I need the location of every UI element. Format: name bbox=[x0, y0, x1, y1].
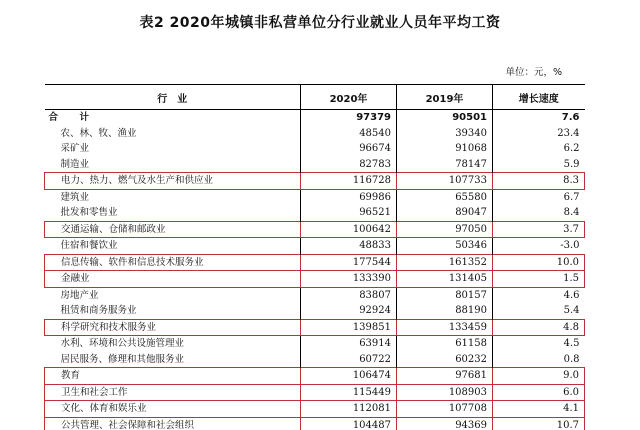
table-row bbox=[45, 221, 585, 238]
table-row bbox=[45, 271, 585, 288]
wage-2019-cell: 61158 bbox=[397, 336, 493, 352]
industry-cell: 合 计 bbox=[48, 112, 96, 123]
header-2020: 2020年 bbox=[301, 85, 397, 110]
wage-2019-cell: 97681 bbox=[397, 368, 493, 385]
wage-2020-cell: 82783 bbox=[301, 157, 397, 173]
industry-cell: 房地产业 bbox=[60, 289, 99, 301]
table-row bbox=[45, 126, 585, 142]
wage-2019-cell: 88190 bbox=[397, 303, 493, 319]
table-row bbox=[45, 157, 585, 173]
wage-2019-cell: 80157 bbox=[397, 287, 493, 303]
table-row bbox=[45, 189, 585, 205]
table-row bbox=[45, 401, 585, 418]
table-row bbox=[45, 287, 585, 303]
table-row bbox=[45, 205, 585, 221]
wage-2019-cell: 39340 bbox=[397, 126, 493, 142]
wage-2019-cell: 60232 bbox=[397, 352, 493, 368]
wage-2020-cell: 48540 bbox=[301, 126, 397, 142]
growth-cell: 7.6 bbox=[493, 110, 585, 126]
wage-2019-cell: 91068 bbox=[397, 141, 493, 157]
industry-cell: 教育 bbox=[45, 368, 301, 385]
table-row bbox=[45, 384, 585, 401]
growth-cell: 10.0 bbox=[493, 254, 585, 271]
wage-2020-cell: 106474 bbox=[301, 368, 397, 385]
growth-cell: 1.5 bbox=[493, 271, 585, 288]
growth-cell: 6.0 bbox=[493, 384, 585, 401]
wage-2020-cell: 92924 bbox=[301, 303, 397, 319]
wage-2020-cell: 96521 bbox=[301, 205, 397, 221]
table-row bbox=[45, 303, 585, 319]
growth-cell: 8.4 bbox=[493, 205, 585, 221]
industry-cell: 建筑业 bbox=[60, 191, 90, 203]
table-row bbox=[45, 352, 585, 368]
table-title: 表2 2020年城镇非私营单位分行业就业人员年平均工资 bbox=[139, 15, 501, 31]
wage-2019-cell: 78147 bbox=[397, 157, 493, 173]
industry-cell: 电力、热力、燃气及水生产和供应业 bbox=[45, 173, 301, 190]
industry-cell: 公共管理、社会保障和社会组织 bbox=[45, 417, 301, 430]
unit-note: 单位：元，% bbox=[505, 67, 562, 78]
growth-cell: 3.7 bbox=[493, 221, 585, 238]
wage-2020-cell: 104487 bbox=[301, 417, 397, 430]
wage-2020-cell: 177544 bbox=[301, 254, 397, 271]
wage-2020-cell: 96674 bbox=[301, 141, 397, 157]
wage-2020-cell: 97379 bbox=[301, 110, 397, 126]
table-row bbox=[45, 336, 585, 352]
industry-cell: 居民服务、修理和其他服务业 bbox=[60, 353, 185, 365]
industry-cell: 金融业 bbox=[45, 271, 301, 288]
growth-cell: 4.1 bbox=[493, 401, 585, 418]
wage-2020-cell: 48833 bbox=[301, 238, 397, 255]
growth-cell: 6.7 bbox=[493, 189, 585, 205]
header-row bbox=[45, 85, 585, 110]
wage-2020-cell: 115449 bbox=[301, 384, 397, 401]
growth-cell: 4.8 bbox=[493, 319, 585, 336]
wage-2019-cell: 89047 bbox=[397, 205, 493, 221]
growth-cell: 10.7 bbox=[493, 417, 585, 430]
table-row bbox=[45, 417, 585, 430]
wage-2019-cell: 161352 bbox=[397, 254, 493, 271]
wage-2019-cell: 131405 bbox=[397, 271, 493, 288]
wage-2020-cell: 133390 bbox=[301, 271, 397, 288]
wage-2020-cell: 69986 bbox=[301, 189, 397, 205]
wage-2020-cell: 112081 bbox=[301, 401, 397, 418]
table-row bbox=[45, 238, 585, 255]
growth-cell: 6.2 bbox=[493, 141, 585, 157]
wage-2019-cell: 133459 bbox=[397, 319, 493, 336]
header-growth: 增长速度 bbox=[493, 85, 585, 110]
growth-cell: 4.6 bbox=[493, 287, 585, 303]
growth-cell: 8.3 bbox=[493, 173, 585, 190]
industry-cell: 租赁和商务服务业 bbox=[60, 305, 137, 316]
wage-2019-cell: 108903 bbox=[397, 384, 493, 401]
wage-2020-cell: 60722 bbox=[301, 352, 397, 368]
industry-cell: 信息传输、软件和信息技术服务业 bbox=[45, 254, 301, 271]
wage-2019-cell: 97050 bbox=[397, 221, 493, 238]
growth-cell: 0.8 bbox=[493, 352, 585, 368]
wage-2020-cell: 83807 bbox=[301, 287, 397, 303]
wage-2020-cell: 116728 bbox=[301, 173, 397, 190]
industry-cell: 采矿业 bbox=[60, 143, 90, 154]
industry-cell: 文化、体育和娱乐业 bbox=[45, 401, 301, 418]
wage-table bbox=[44, 84, 585, 430]
industry-cell: 科学研究和技术服务业 bbox=[45, 319, 301, 336]
growth-cell: 4.5 bbox=[493, 336, 585, 352]
industry-cell: 水利、环境和公共设施管理业 bbox=[60, 338, 185, 349]
industry-cell: 制造业 bbox=[60, 158, 90, 170]
growth-cell: 5.9 bbox=[493, 157, 585, 173]
growth-cell: 23.4 bbox=[493, 126, 585, 142]
table-row bbox=[45, 141, 585, 157]
table-row bbox=[45, 254, 585, 271]
growth-cell: 9.0 bbox=[493, 368, 585, 385]
header-industry: 行 业 bbox=[45, 85, 301, 110]
industry-cell: 住宿和餐饮业 bbox=[60, 240, 118, 251]
wage-2019-cell: 107708 bbox=[397, 401, 493, 418]
industry-cell: 交通运输、仓储和邮政业 bbox=[45, 221, 301, 238]
growth-cell: 5.4 bbox=[493, 303, 585, 319]
table-row bbox=[45, 173, 585, 190]
growth-cell: -3.0 bbox=[493, 238, 585, 255]
wage-2019-cell: 94369 bbox=[397, 417, 493, 430]
wage-2019-cell: 65580 bbox=[397, 189, 493, 205]
table-row bbox=[45, 368, 585, 385]
wage-2020-cell: 63914 bbox=[301, 336, 397, 352]
wage-2020-cell: 139851 bbox=[301, 319, 397, 336]
table-row bbox=[45, 110, 585, 126]
table-row bbox=[45, 319, 585, 336]
industry-cell: 农、林、牧、渔业 bbox=[60, 127, 137, 139]
wage-2019-cell: 107733 bbox=[397, 173, 493, 190]
table-body bbox=[45, 110, 585, 430]
header-2019: 2019年 bbox=[397, 85, 493, 110]
wage-2019-cell: 50346 bbox=[397, 238, 493, 255]
wage-2020-cell: 100642 bbox=[301, 221, 397, 238]
industry-cell: 批发和零售业 bbox=[60, 207, 118, 218]
wage-2019-cell: 90501 bbox=[397, 110, 493, 126]
industry-cell: 卫生和社会工作 bbox=[45, 384, 301, 401]
